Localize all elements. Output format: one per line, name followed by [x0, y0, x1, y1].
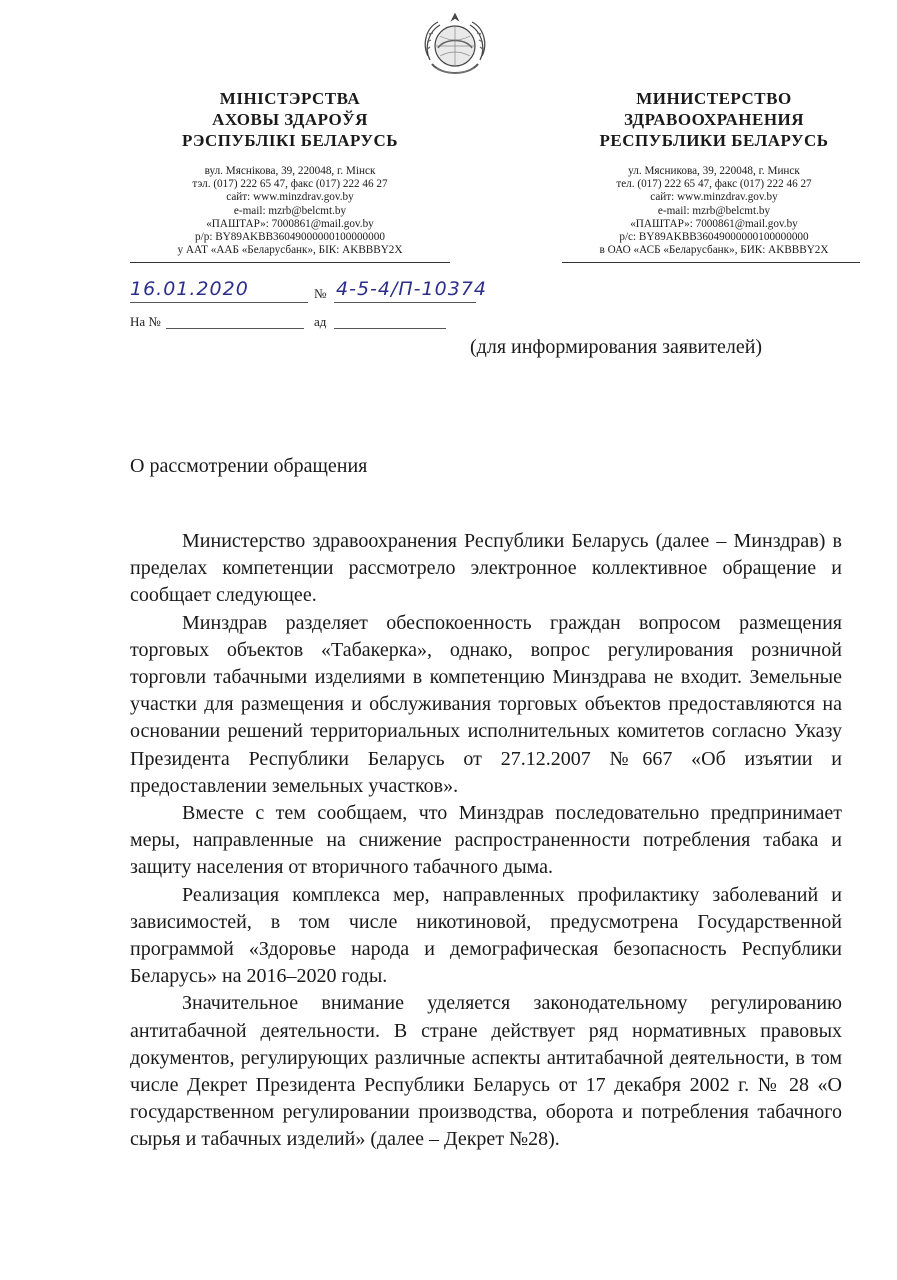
org-name-line: РЕСПУБЛИКИ БЕЛАРУСЬ	[599, 131, 829, 150]
phone-line: тел. (017) 222 65 47, факс (017) 222 46 27	[616, 178, 812, 191]
header-divider-right	[562, 262, 860, 263]
reference-label: На №	[130, 314, 161, 329]
org-name-line: ЗДРАВООХРАНЕНИЯ	[623, 110, 805, 129]
org-name-line: МІНІСТЭРСТВА	[219, 89, 361, 108]
number-underline	[334, 302, 476, 303]
paragraph: Значительное внимание уделяется законодательному регулированию антитабачной деятельности. В стране действует ряд нормативных правовых документов, регулирующих различные аспекты антитабачной деятельности, в том числе Декрет Президента Республики Беларусь от 17 декабря 2002 г. № 28 «О государственном регулировании производства, оборота и потребления табачного сырья и табачных изделий» (далее – Декрет №28).	[130, 992, 842, 1151]
number-label: №	[314, 286, 327, 301]
header-belarusian	[130, 88, 450, 257]
org-name-belarusian	[130, 88, 450, 151]
reference-line	[130, 314, 460, 332]
belarus-state-emblem-icon	[418, 10, 492, 84]
website-line: сайт: www.minzdrav.gov.by	[226, 191, 354, 204]
account-line: р/р: BY89AKBB36049000000100000000	[195, 231, 385, 244]
reference-underline	[166, 328, 304, 329]
letter-body	[130, 528, 842, 1154]
registration-line	[130, 278, 490, 308]
pashtar-line: «ПАШТАР»: 7000861@mail.gov.by	[206, 217, 374, 230]
header-russian	[568, 88, 860, 257]
contacts-belarusian	[130, 165, 450, 257]
handwritten-date: 16.01.2020	[130, 278, 249, 300]
org-name-line: МИНИСТЕРСТВО	[636, 89, 792, 108]
phone-line: тэл. (017) 222 65 47, факс (017) 222 46 27	[192, 178, 388, 191]
website-line: сайт: www.minzdrav.gov.by	[650, 191, 778, 204]
address-line: ул. Мясникова, 39, 220048, г. Минск	[628, 165, 800, 177]
org-name-line: РЭСПУБЛІКІ БЕЛАРУСЬ	[182, 131, 398, 150]
addressee: (для информирования заявителей)	[470, 336, 763, 358]
bank-line: у ААТ «ААБ «Беларусбанк», БІК: AKBBBY2X	[177, 244, 403, 257]
header-divider-left	[130, 262, 450, 263]
paragraph: Реализация комплекса мер, направленных профилактику заболеваний и зависимостей, в том числе никотиновой, предусмотрена Государственной программой «Здоровье народа и демографическая безопасность Республики Беларусь» на 2016–2020 годы.	[130, 883, 842, 988]
account-line: р/с: BY89AKBB36049000000100000000	[619, 231, 809, 244]
handwritten-number: 4-5-4/П-10374	[336, 278, 487, 300]
contacts-russian	[568, 165, 860, 257]
email-line: e-mail: mzrb@belcmt.by	[657, 204, 771, 217]
paragraph: Минздрав разделяет обеспокоенность граждан вопросом размещения торговых объектов «Табакерка», однако, вопрос регулирования розничной торговли табачными изделиями в компетенцию Минздрава не входит. Земельные участки для размещения и обслуживания торговых объектов предоставляются на основании решений территориальных исполнительных комитетов согласно Указу Президента Республики Беларусь от 27.12.2007 №667 «Об изъятии и предоставлении земельных участков».	[130, 611, 842, 797]
pashtar-line: «ПАШТАР»: 7000861@mail.gov.by	[630, 217, 798, 230]
date-underline	[130, 302, 308, 303]
email-line: e-mail: mzrb@belcmt.by	[233, 204, 347, 217]
reference-from-label: ад	[314, 314, 327, 329]
org-name-line: АХОВЫ ЗДАРОЎЯ	[212, 110, 368, 129]
paragraph: Вместе с тем сообщаем, что Минздрав последовательно предпринимает меры, направленные на снижение распространенности потребления табака и защиту населения от вторичного табачного дыма.	[130, 802, 842, 879]
subject-line: О рассмотрении обращения	[130, 455, 368, 477]
address-line: вул. Мяснікова, 39, 220048, г. Мінск	[204, 165, 376, 177]
bank-line: в ОАО «АСБ «Беларусбанк», БИК: AKBBBY2X	[599, 244, 829, 257]
paragraph: Министерство здравоохранения Республики Беларусь (далее – Минздрав) в пределах компетенции рассмотрело электронное коллективное обращение и сообщает следующее.	[130, 530, 842, 607]
reference-from-underline	[334, 328, 446, 329]
org-name-russian	[568, 88, 860, 151]
